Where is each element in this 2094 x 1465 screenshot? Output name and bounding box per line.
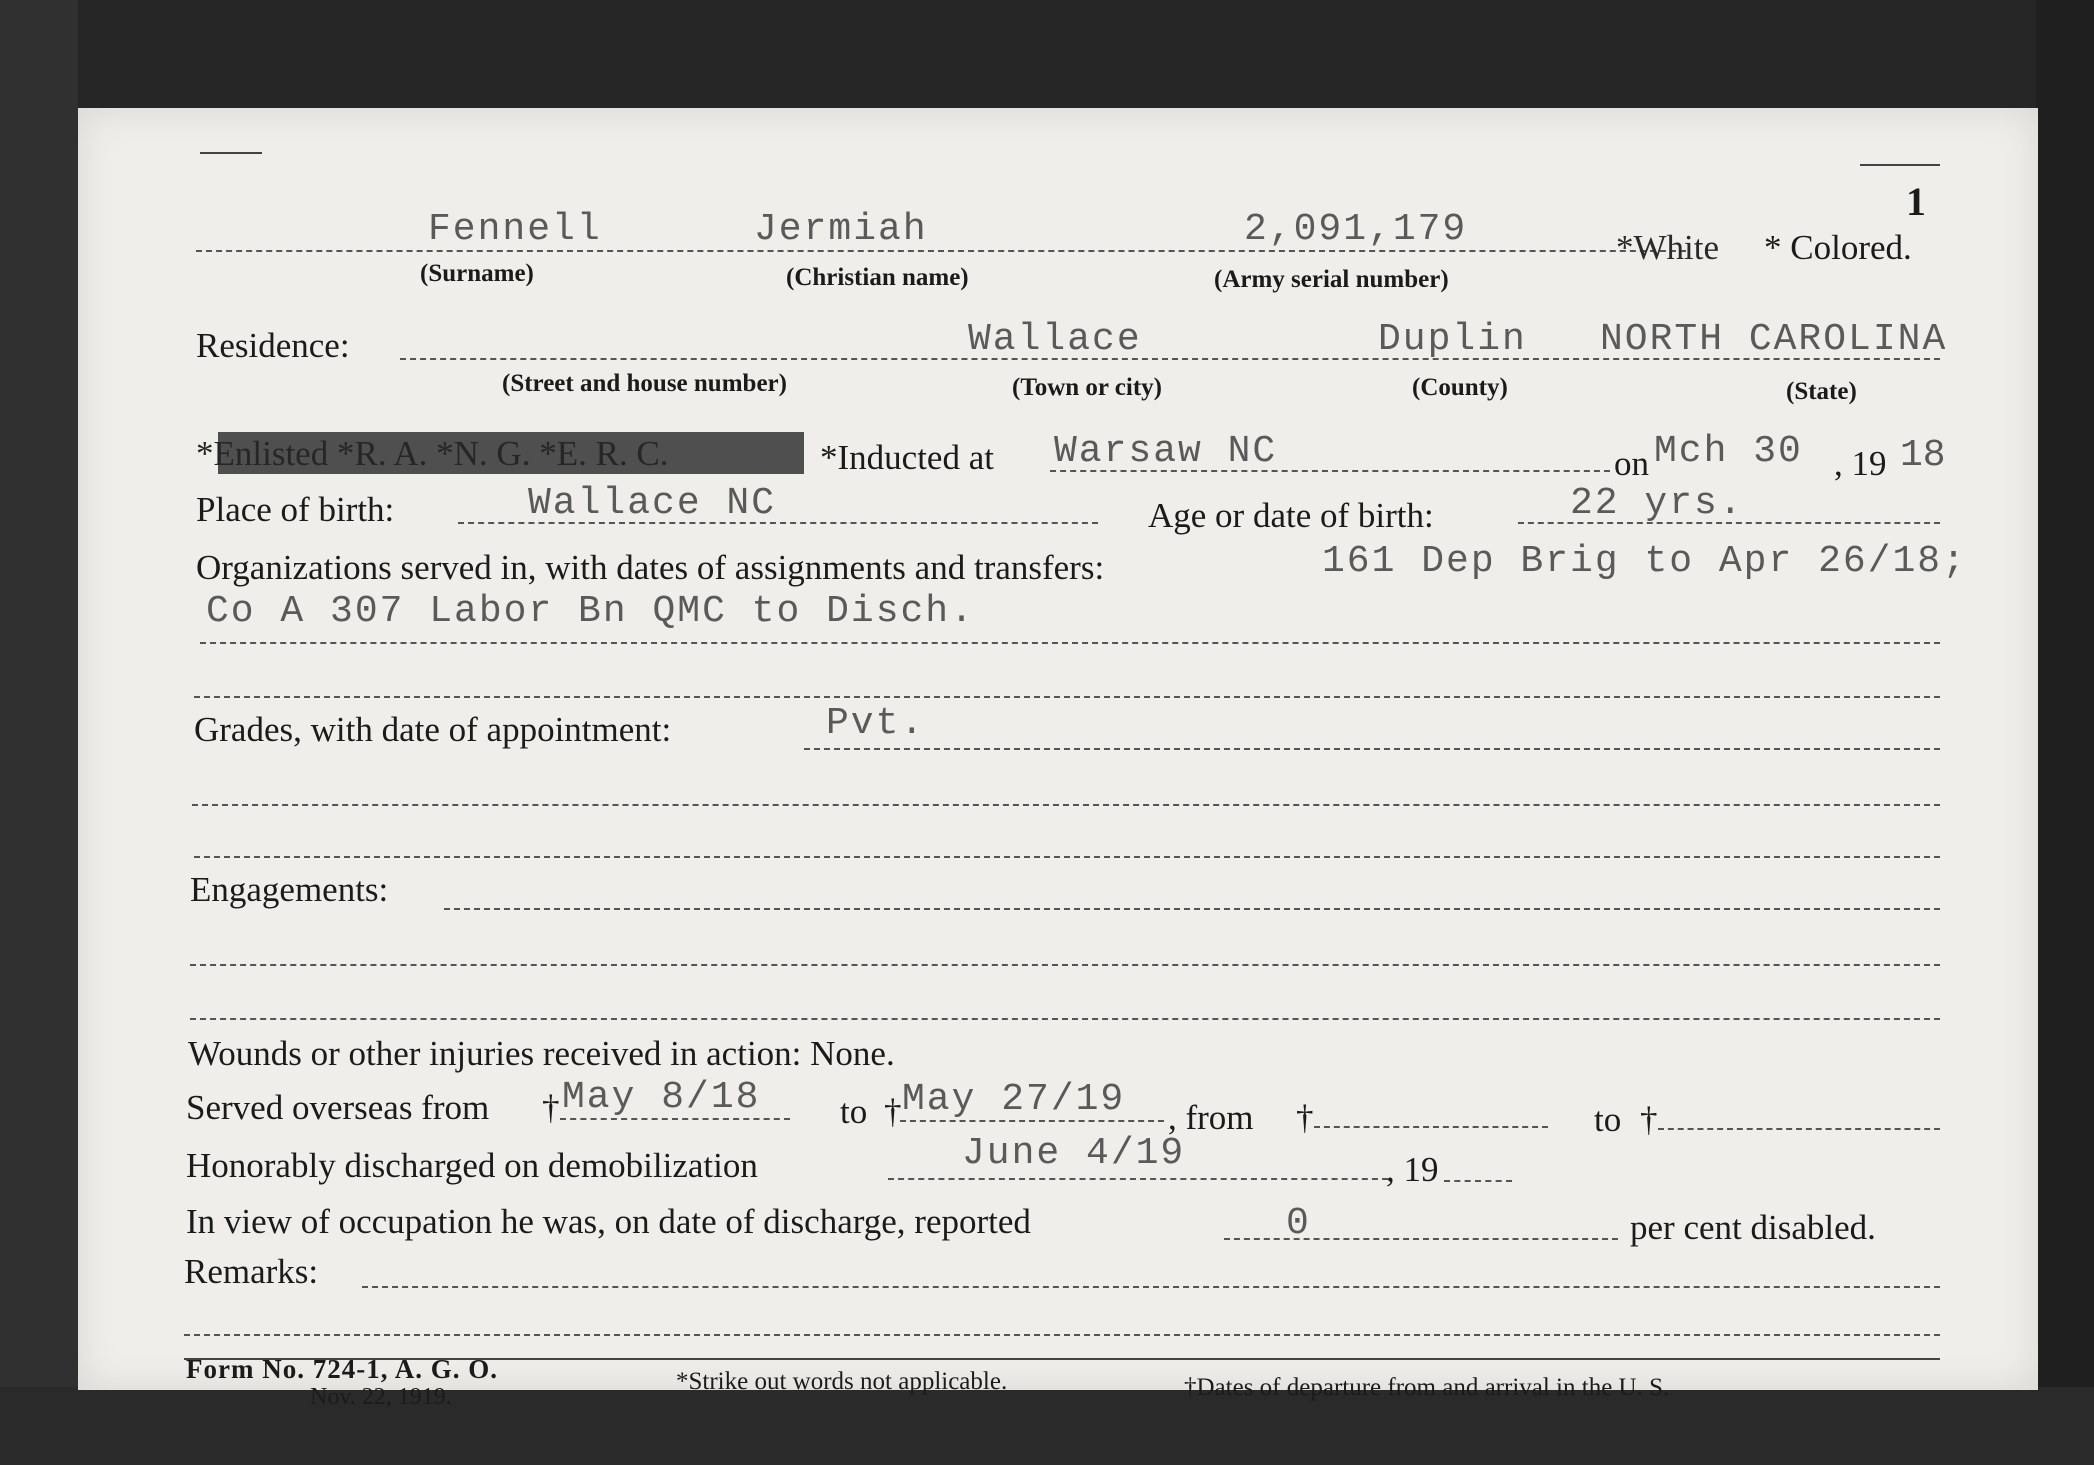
occupation-line <box>1224 1238 1618 1240</box>
inducted-date-value: Mch 30 <box>1654 430 1803 473</box>
discharge-year-prefix: , 19 <box>1386 1150 1439 1189</box>
from-label: , from <box>1168 1098 1254 1137</box>
overseas-to-value: May 27/19 <box>902 1078 1126 1121</box>
engagements-line-2 <box>190 964 1940 966</box>
overseas-dagger-2: † <box>884 1092 902 1131</box>
disabled-label: per cent disabled. <box>1630 1208 1876 1247</box>
background-left <box>0 0 78 1465</box>
organizations-line-3 <box>194 696 1940 698</box>
background-top <box>0 0 2094 108</box>
organizations-line1-value: 161 Dep Brig to Apr 26/18; <box>1322 540 1967 583</box>
overseas-label: Served overseas from <box>186 1088 490 1127</box>
engagements-label: Engagements: <box>190 870 389 909</box>
county-value: Duplin <box>1378 318 1527 361</box>
enlisted-options: *Enlisted *R. A. *N. G. *E. R. C. <box>196 434 669 473</box>
to-label-2: to <box>1594 1100 1622 1139</box>
to-dagger-2: † <box>1640 1100 1658 1139</box>
town-caption: (Town or city) <box>1012 374 1162 401</box>
grades-line-2 <box>192 804 1940 806</box>
birthplace-value: Wallace NC <box>528 482 777 525</box>
form-number: Form No. 724-1, A. G. O. <box>186 1354 498 1384</box>
remarks-label: Remarks: <box>184 1252 319 1291</box>
discharge-year-line <box>1444 1180 1512 1182</box>
discharge-line <box>888 1178 1388 1180</box>
surname-value: Fennell <box>428 208 602 251</box>
background-right <box>2036 0 2094 1465</box>
service-record-card <box>78 108 2038 1410</box>
organizations-line-2 <box>200 642 1940 644</box>
inducted-label: *Inducted at <box>820 438 994 477</box>
top-right-rule <box>1860 164 1940 166</box>
overseas-to-label: to <box>840 1092 868 1131</box>
discharge-label: Honorably discharged on demobilization <box>186 1146 758 1185</box>
town-value: Wallace <box>968 318 1142 361</box>
grades-label: Grades, with date of appointment: <box>194 710 672 749</box>
from-line <box>1314 1126 1548 1128</box>
state-value: NORTH CAROLINA <box>1600 318 1948 361</box>
organizations-line2-value: Co A 307 Labor Bn QMC to Disch. <box>206 590 975 633</box>
disabled-value: 0 <box>1286 1202 1311 1245</box>
form-date: Nov. 22, 1919. <box>310 1384 452 1410</box>
wounds-label: Wounds or other injuries received in action: None. <box>188 1034 895 1073</box>
engagements-line-3 <box>190 1018 1940 1020</box>
top-left-rule <box>200 152 262 154</box>
on-label: on <box>1614 444 1649 483</box>
discharge-date-value: June 4/19 <box>962 1132 1186 1175</box>
race-colored-option: * Colored. <box>1764 228 1912 267</box>
state-caption: (State) <box>1786 378 1857 405</box>
inducted-place-value: Warsaw NC <box>1054 430 1278 473</box>
surname-caption: (Surname) <box>420 260 534 287</box>
to-line-2 <box>1658 1128 1940 1130</box>
overseas-dagger-1: † <box>542 1088 560 1127</box>
christian-name-caption: (Christian name) <box>786 264 969 291</box>
grades-line <box>804 748 1940 750</box>
grades-value: Pvt. <box>826 702 926 745</box>
footnote-dates: †Dates of departure from and arrival in the U. S. <box>1184 1374 1670 1401</box>
from-dagger: † <box>1296 1098 1314 1137</box>
card-number: 1 <box>1906 179 1926 224</box>
residence-label: Residence: <box>196 326 350 365</box>
overseas-from-value: May 8/18 <box>562 1076 761 1119</box>
organizations-label: Organizations served in, with dates of assignments and transfers: <box>196 548 1105 587</box>
remarks-line-2 <box>184 1334 1940 1336</box>
age-value: 22 yrs. <box>1570 482 1744 525</box>
year-suffix-value: 18 <box>1900 434 1946 477</box>
county-caption: (County) <box>1412 374 1508 401</box>
year-prefix: , 19 <box>1834 444 1887 483</box>
footnote-strike: *Strike out words not applicable. <box>676 1368 1008 1395</box>
grades-line-3 <box>194 856 1940 858</box>
christian-name-value: Jermiah <box>754 208 928 251</box>
race-white-option: *White <box>1616 228 1720 267</box>
serial-number-caption: (Army serial number) <box>1214 266 1449 293</box>
serial-number-value: 2,091,179 <box>1244 208 1468 251</box>
birthplace-label: Place of birth: <box>196 490 395 529</box>
remarks-line <box>362 1286 1940 1288</box>
occupation-label: In view of occupation he was, on date of discharge, reported <box>186 1202 1031 1241</box>
engagements-line <box>444 908 1940 910</box>
age-label: Age or date of birth: <box>1148 496 1434 535</box>
street-caption: (Street and house number) <box>502 370 787 397</box>
